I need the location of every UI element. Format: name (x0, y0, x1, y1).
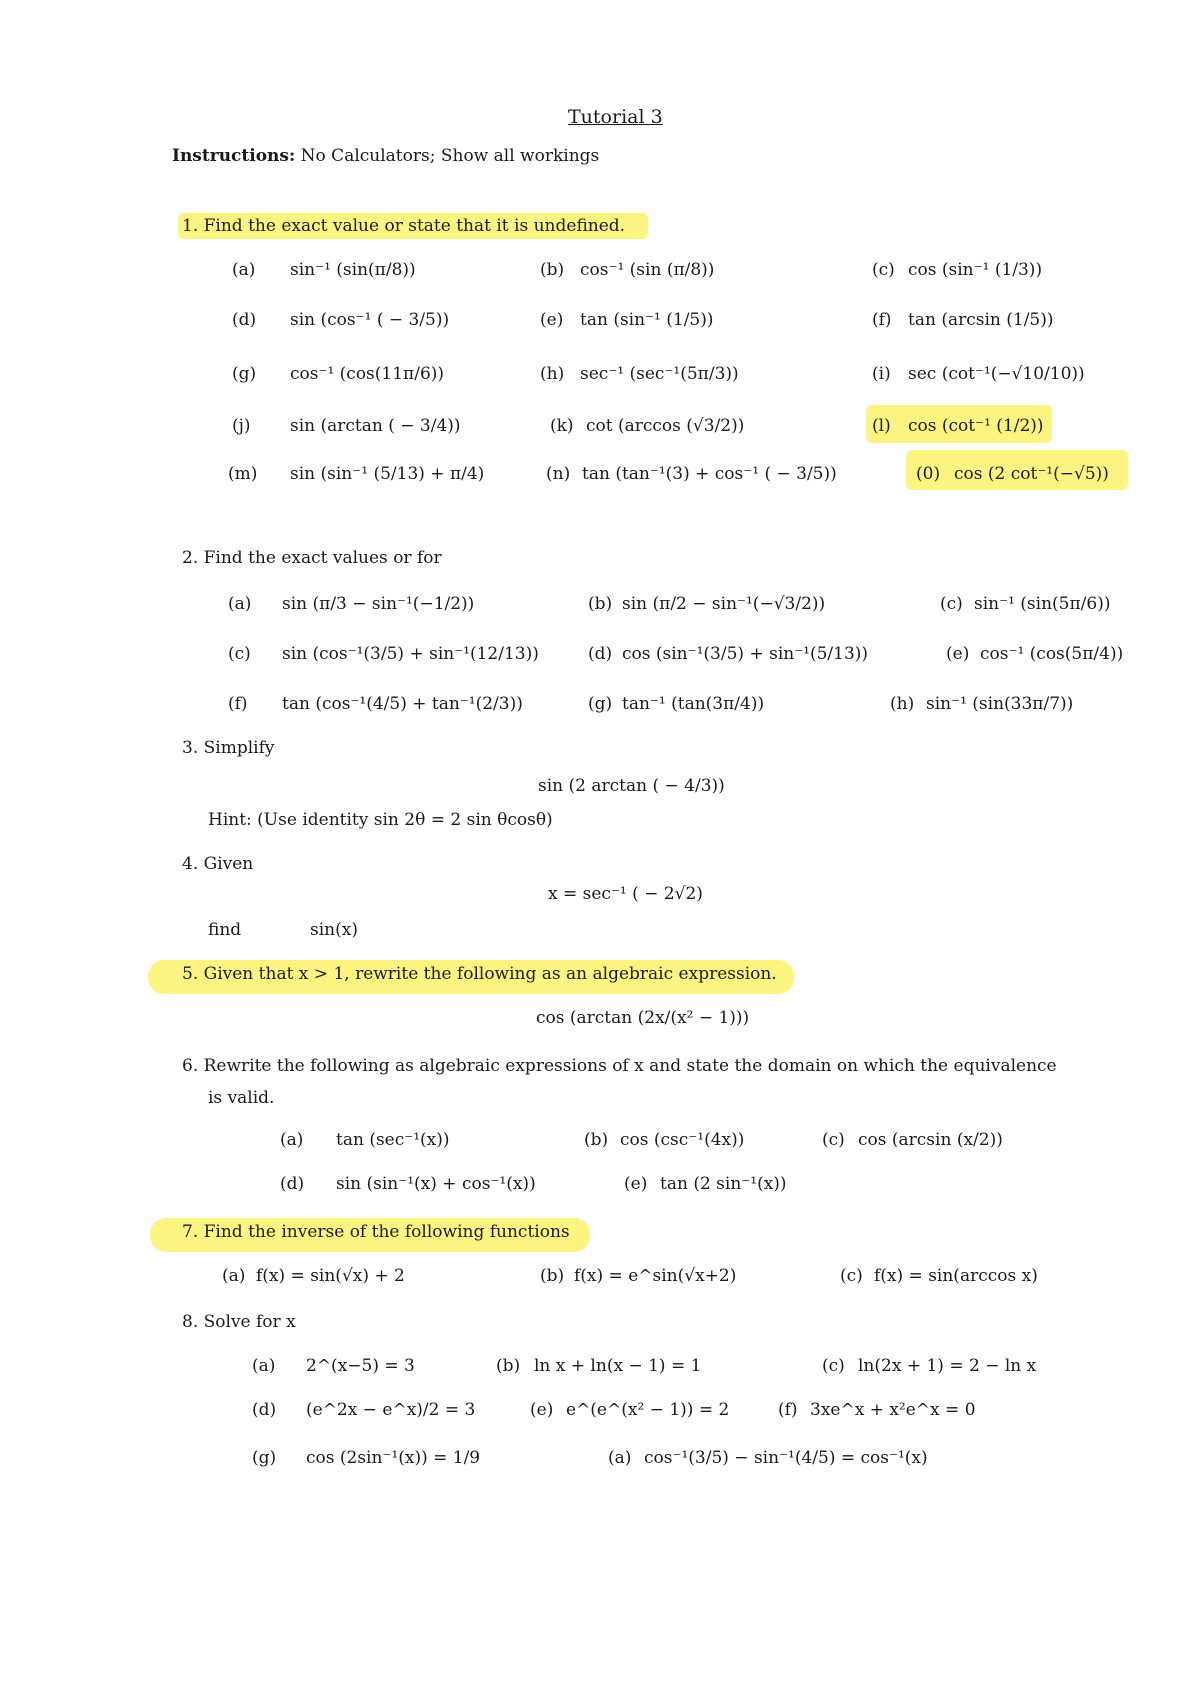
q1-heading: 1. Find the exact value or state that it is undefined. (182, 216, 626, 236)
q2-d-expr: cos (sin⁻¹(3/5) + sin⁻¹(5/13)) (622, 644, 869, 664)
q1-e-label: (e) (540, 310, 564, 330)
q2-b-label: (b) (588, 594, 613, 614)
q6-c-expr: cos (arcsin (x/2)) (858, 1130, 1003, 1150)
q6-a-expr: tan (sec⁻¹(x)) (336, 1130, 450, 1150)
q1-o-label: (0) (916, 464, 941, 484)
q2-c-expr: sin⁻¹ (sin(5π/6)) (974, 594, 1111, 614)
q2-c2-label: (c) (228, 644, 251, 664)
q1-d-expr: sin (cos⁻¹ ( − 3/5)) (290, 310, 450, 330)
q8-g-label: (g) (252, 1448, 277, 1468)
q4-heading: 4. Given (182, 854, 254, 874)
q6-heading-line1: 6. Rewrite the following as algebraic expressions of x and state the domain on which the equivalence (182, 1056, 1057, 1076)
q1-g-expr: cos⁻¹ (cos(11π/6)) (290, 364, 445, 384)
q8-c-expr: ln(2x + 1) = 2 − ln x (858, 1356, 1037, 1376)
q1-l-label: (l) (872, 416, 891, 436)
q1-e-expr: tan (sin⁻¹ (1/5)) (580, 310, 714, 330)
q8-h-label: (a) (608, 1448, 632, 1468)
q8-h-expr: cos⁻¹(3/5) − sin⁻¹(4/5) = cos⁻¹(x) (644, 1448, 928, 1468)
q2-f-label: (f) (228, 694, 248, 714)
q8-c-label: (c) (822, 1356, 845, 1376)
q2-h-expr: sin⁻¹ (sin(33π/7)) (926, 694, 1074, 714)
q8-a-expr: 2^(x−5) = 3 (306, 1356, 415, 1376)
q1-o-expr: cos (2 cot⁻¹(−√5)) (954, 464, 1109, 484)
q2-e-expr: cos⁻¹ (cos(5π/4)) (980, 644, 1124, 664)
q7-c-label: (c) (840, 1266, 863, 1286)
q5-heading: 5. Given that x > 1, rewrite the following as an algebraic expression. (182, 964, 777, 984)
q8-b-label: (b) (496, 1356, 521, 1376)
q7-b-expr: f(x) = e^sin(√x+2) (574, 1266, 737, 1286)
q2-a-label: (a) (228, 594, 252, 614)
q2-h-label: (h) (890, 694, 915, 714)
q1-k-label: (k) (550, 416, 574, 436)
instructions-label: Instructions: (172, 146, 296, 166)
q2-a-expr: sin (π/3 − sin⁻¹(−1/2)) (282, 594, 475, 614)
q1-h-label: (h) (540, 364, 565, 384)
q2-heading: 2. Find the exact values or for (182, 548, 442, 568)
q1-m-label: (m) (228, 464, 258, 484)
q8-e-label: (e) (530, 1400, 554, 1420)
q1-n-expr: tan (tan⁻¹(3) + cos⁻¹ ( − 3/5)) (582, 464, 837, 484)
q1-a-expr: sin⁻¹ (sin(π/8)) (290, 260, 416, 280)
q6-b-expr: cos (csc⁻¹(4x)) (620, 1130, 745, 1150)
q6-c-label: (c) (822, 1130, 845, 1150)
q8-e-expr: e^(e^(x² − 1)) = 2 (566, 1400, 730, 1420)
q1-b-expr: cos⁻¹ (sin (π/8)) (580, 260, 715, 280)
q6-d-expr: sin (sin⁻¹(x) + cos⁻¹(x)) (336, 1174, 536, 1194)
q4-find-expr: sin(x) (310, 920, 358, 940)
q1-i-expr: sec (cot⁻¹(−√10/10)) (908, 364, 1085, 384)
q2-e-label: (e) (946, 644, 970, 664)
q2-f-expr: tan (cos⁻¹(4/5) + tan⁻¹(2/3)) (282, 694, 523, 714)
instructions (172, 148, 599, 165)
q8-a-label: (a) (252, 1356, 276, 1376)
page-title: Tutorial 3 (568, 106, 663, 128)
instructions-text: No Calculators; Show all workings (300, 146, 600, 166)
q2-d-label: (d) (588, 644, 613, 664)
q7-c-expr: f(x) = sin(arccos x) (874, 1266, 1038, 1286)
q3-hint: Hint: (Use identity sin 2θ = 2 sin θcosθ) (208, 810, 553, 830)
q6-heading-line2: is valid. (208, 1088, 275, 1108)
q1-f-label: (f) (872, 310, 892, 330)
q7-b-label: (b) (540, 1266, 565, 1286)
q8-d-label: (d) (252, 1400, 277, 1420)
q1-d-label: (d) (232, 310, 257, 330)
q1-b-label: (b) (540, 260, 565, 280)
q8-b-expr: ln x + ln(x − 1) = 1 (534, 1356, 702, 1376)
q3-heading: 3. Simplify (182, 738, 275, 758)
q8-d-expr: (e^2x − e^x)/2 = 3 (306, 1400, 476, 1420)
q8-f-label: (f) (778, 1400, 798, 1420)
q7-a-expr: f(x) = sin(√x) + 2 (256, 1266, 405, 1286)
q2-g-label: (g) (588, 694, 613, 714)
q6-a-label: (a) (280, 1130, 304, 1150)
q6-d-label: (d) (280, 1174, 305, 1194)
q2-c-label: (c) (940, 594, 963, 614)
q6-e-expr: tan (2 sin⁻¹(x)) (660, 1174, 787, 1194)
q2-c2-expr: sin (cos⁻¹(3/5) + sin⁻¹(12/13)) (282, 644, 539, 664)
q6-b-label: (b) (584, 1130, 609, 1150)
q1-a-label: (a) (232, 260, 256, 280)
q1-l-expr: cos (cot⁻¹ (1/2)) (908, 416, 1044, 436)
q4-find-label: find (208, 920, 242, 940)
q1-j-expr: sin (arctan ( − 3/4)) (290, 416, 461, 436)
q7-a-label: (a) (222, 1266, 246, 1286)
q1-c-expr: cos (sin⁻¹ (1/3)) (908, 260, 1043, 280)
q1-f-expr: tan (arcsin (1/5)) (908, 310, 1054, 330)
q1-i-label: (i) (872, 364, 891, 384)
q1-m-expr: sin (sin⁻¹ (5/13) + π/4) (290, 464, 485, 484)
q7-heading: 7. Find the inverse of the following functions (182, 1222, 570, 1242)
q1-h-expr: sec⁻¹ (sec⁻¹(5π/3)) (580, 364, 739, 384)
q1-n-label: (n) (546, 464, 571, 484)
q2-b-expr: sin (π/2 − sin⁻¹(−√3/2)) (622, 594, 826, 614)
q2-g-expr: tan⁻¹ (tan(3π/4)) (622, 694, 765, 714)
q1-g-label: (g) (232, 364, 257, 384)
q8-heading: 8. Solve for x (182, 1312, 296, 1332)
q5-expr: cos (arctan (2x/(x² − 1))) (536, 1008, 750, 1028)
q3-expr: sin (2 arctan ( − 4/3)) (538, 776, 725, 796)
q1-k-expr: cot (arccos (√3/2)) (586, 416, 745, 436)
q1-c-label: (c) (872, 260, 895, 280)
q8-f-expr: 3xe^x + x²e^x = 0 (810, 1400, 976, 1420)
q4-expr: x = sec⁻¹ ( − 2√2) (548, 884, 703, 904)
q6-e-label: (e) (624, 1174, 648, 1194)
q1-j-label: (j) (232, 416, 251, 436)
q8-g-expr: cos (2sin⁻¹(x)) = 1/9 (306, 1448, 481, 1468)
